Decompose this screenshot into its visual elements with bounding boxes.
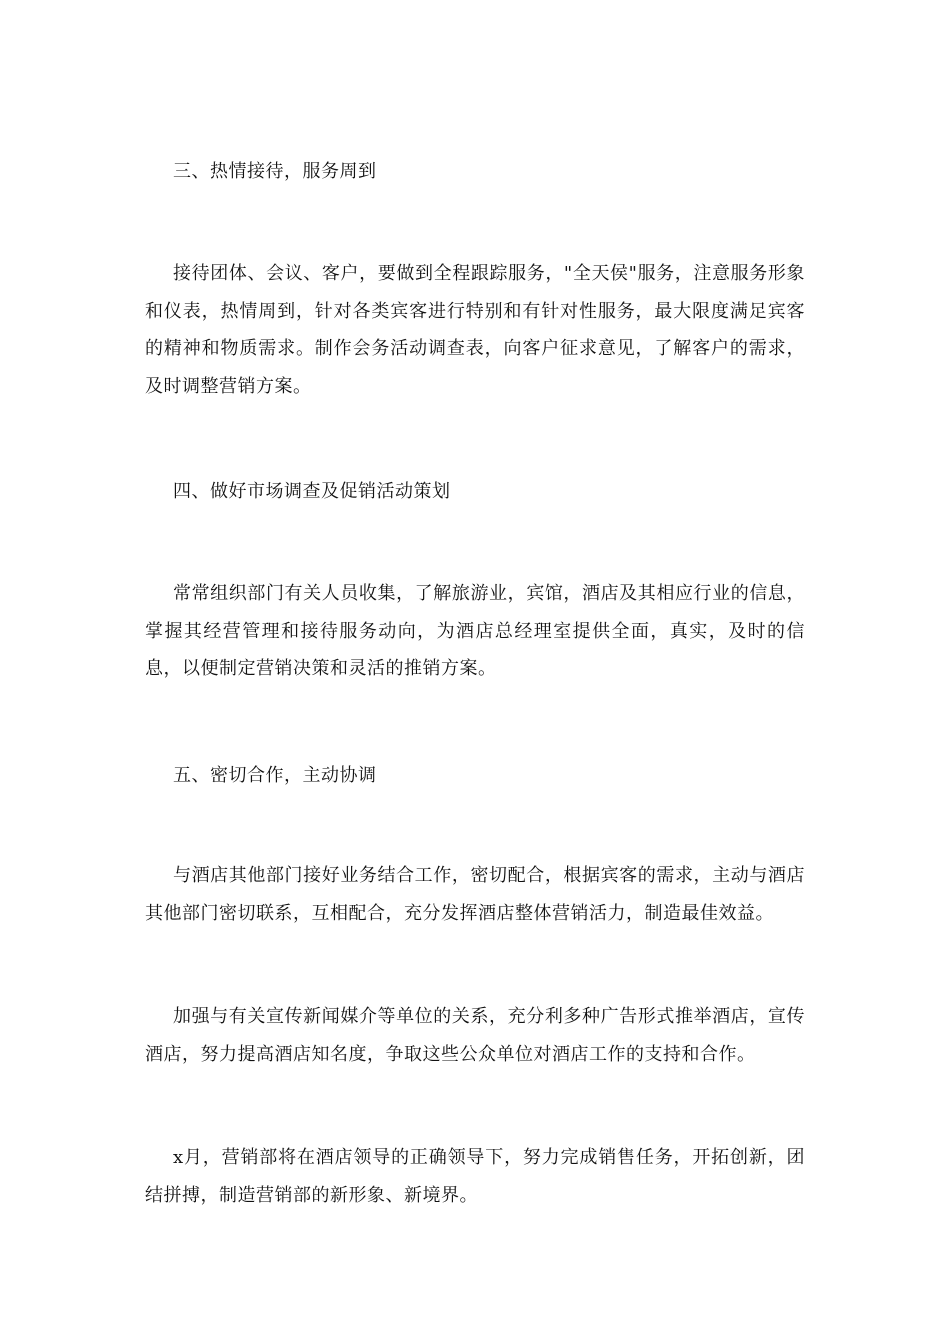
section-heading-4: 四、做好市场调查及促销活动策划 — [173, 481, 451, 502]
paragraph-department-cooperation: 与酒店其他部门接好业务结合工作，密切配合，根据宾客的需求，主动与酒店其他部门密切联系，互相配合，充分发挥酒店整体营销活力，制造最佳效益。 — [145, 865, 805, 924]
paragraph-market-research: 常常组织部门有关人员收集，了解旅游业，宾馆，酒店及其相应行业的信息，掌握其经营管理和接待服务动向，为酒店总经理室提供全面，真实，及时的信息，以便制定营销决策和灵活的推销方案。 — [145, 583, 805, 679]
paragraph-reception-service: 接待团体、会议、客户，要做到全程跟踪服务，"全天侯"服务，注意服务形象和仪表，热情周到，针对各类宾客进行特别和有针对性服务，最大限度满足宾客的精神和物质需求。制作会务活动调查表，向客户征求意见，了解客户的需求，及时调整营销方案。 — [145, 263, 805, 397]
section-heading-5: 五、密切合作，主动协调 — [173, 765, 377, 786]
paragraph-monthly-goal: x月，营销部将在酒店领导的正确领导下，努力完成销售任务，开拓创新，团结拼搏，制造营销部的新形象、新境界。 — [145, 1147, 805, 1206]
paragraph-media-relations: 加强与有关宣传新闻媒介等单位的关系，充分利多种广告形式推举酒店，宣传酒店，努力提高酒店知名度，争取这些公众单位对酒店工作的支持和合作。 — [145, 1006, 805, 1065]
section-heading-3: 三、热情接待，服务周到 — [173, 161, 377, 182]
